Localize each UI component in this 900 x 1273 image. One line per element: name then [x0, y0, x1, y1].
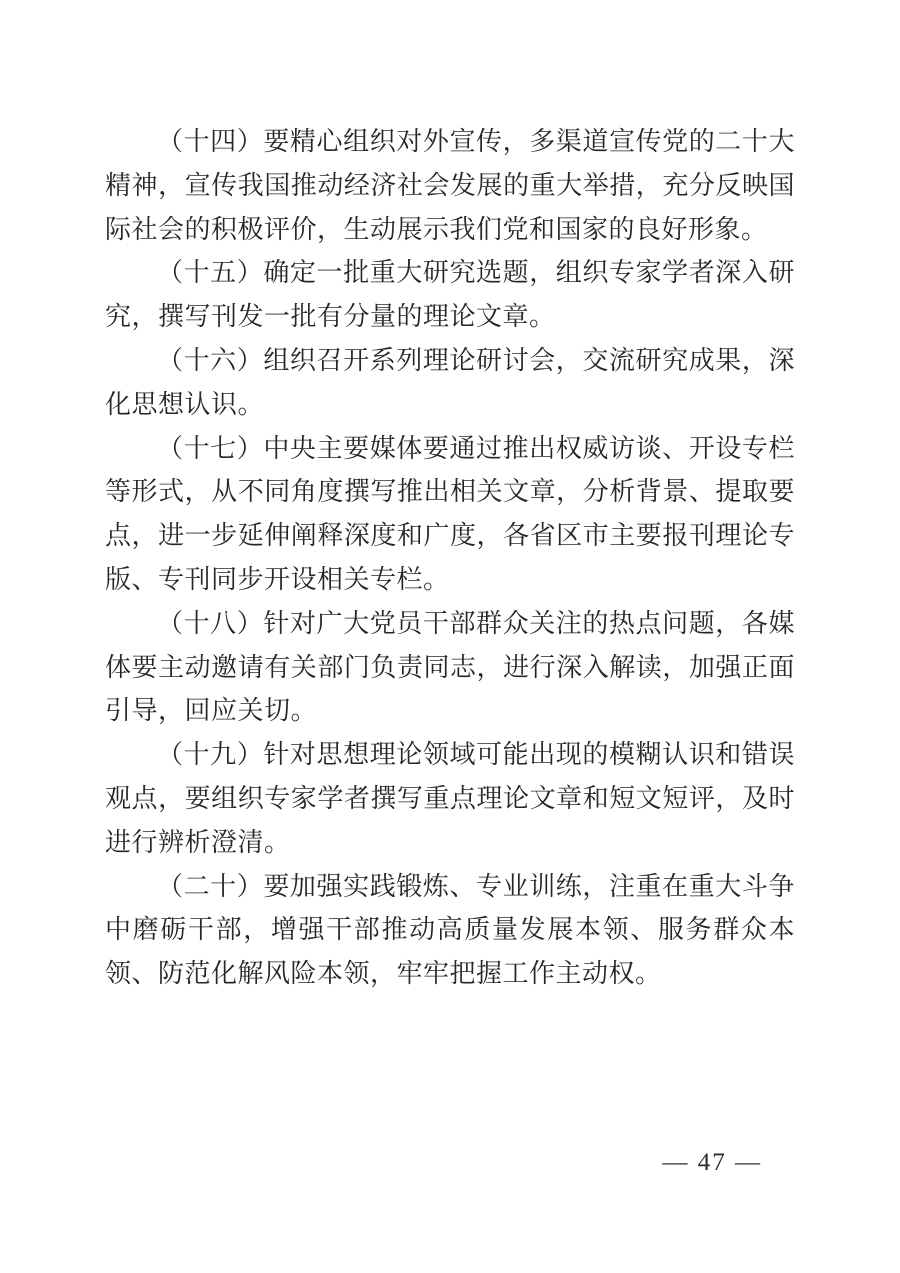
- paragraph-item-14: （十四）要精心组织对外宣传，多渠道宣传党的二十大精神，宣传我国推动经济社会发展的重大举措，充分反映国际社会的积极评价，生动展示我们党和国家的良好形象。: [105, 127, 795, 244]
- paragraph-item-19: （十九）针对思想理论领域可能出现的模糊认识和错误观点，要组织专家学者撰写重点理论文章和短文短评，及时进行辨析澄清。: [105, 740, 795, 857]
- paragraph-item-16: （十六）组织召开系列理论研讨会，交流研究成果，深化思想认识。: [105, 345, 795, 419]
- paragraph-item-20: （二十）要加强实践锻炼、专业训练，注重在重大斗争中磨砺干部，增强干部推动高质量发展本领、服务群众本领、防范化解风险本领，牢牢把握工作主动权。: [105, 871, 795, 989]
- document-body: [105, 120, 795, 996]
- paragraph-item-15: （十五）确定一批重大研究选题，组织专家学者深入研究，撰写刊发一批有分量的理论文章。: [105, 258, 795, 332]
- paragraph-item-18: （十八）针对广大党员干部群众关注的热点问题，各媒体要主动邀请有关部门负责同志，进行深入解读，加强正面引导，回应关切。: [105, 608, 795, 726]
- paragraph-item-17: （十七）中央主要媒体要通过推出权威访谈、开设专栏等形式，从不同角度撰写推出相关文章，分析背景、提取要点，进一步延伸阐释深度和广度，各省区市主要报刊理论专版、专刊同步开设相关专栏。: [105, 433, 795, 594]
- page-number: — 47 —: [662, 1149, 762, 1176]
